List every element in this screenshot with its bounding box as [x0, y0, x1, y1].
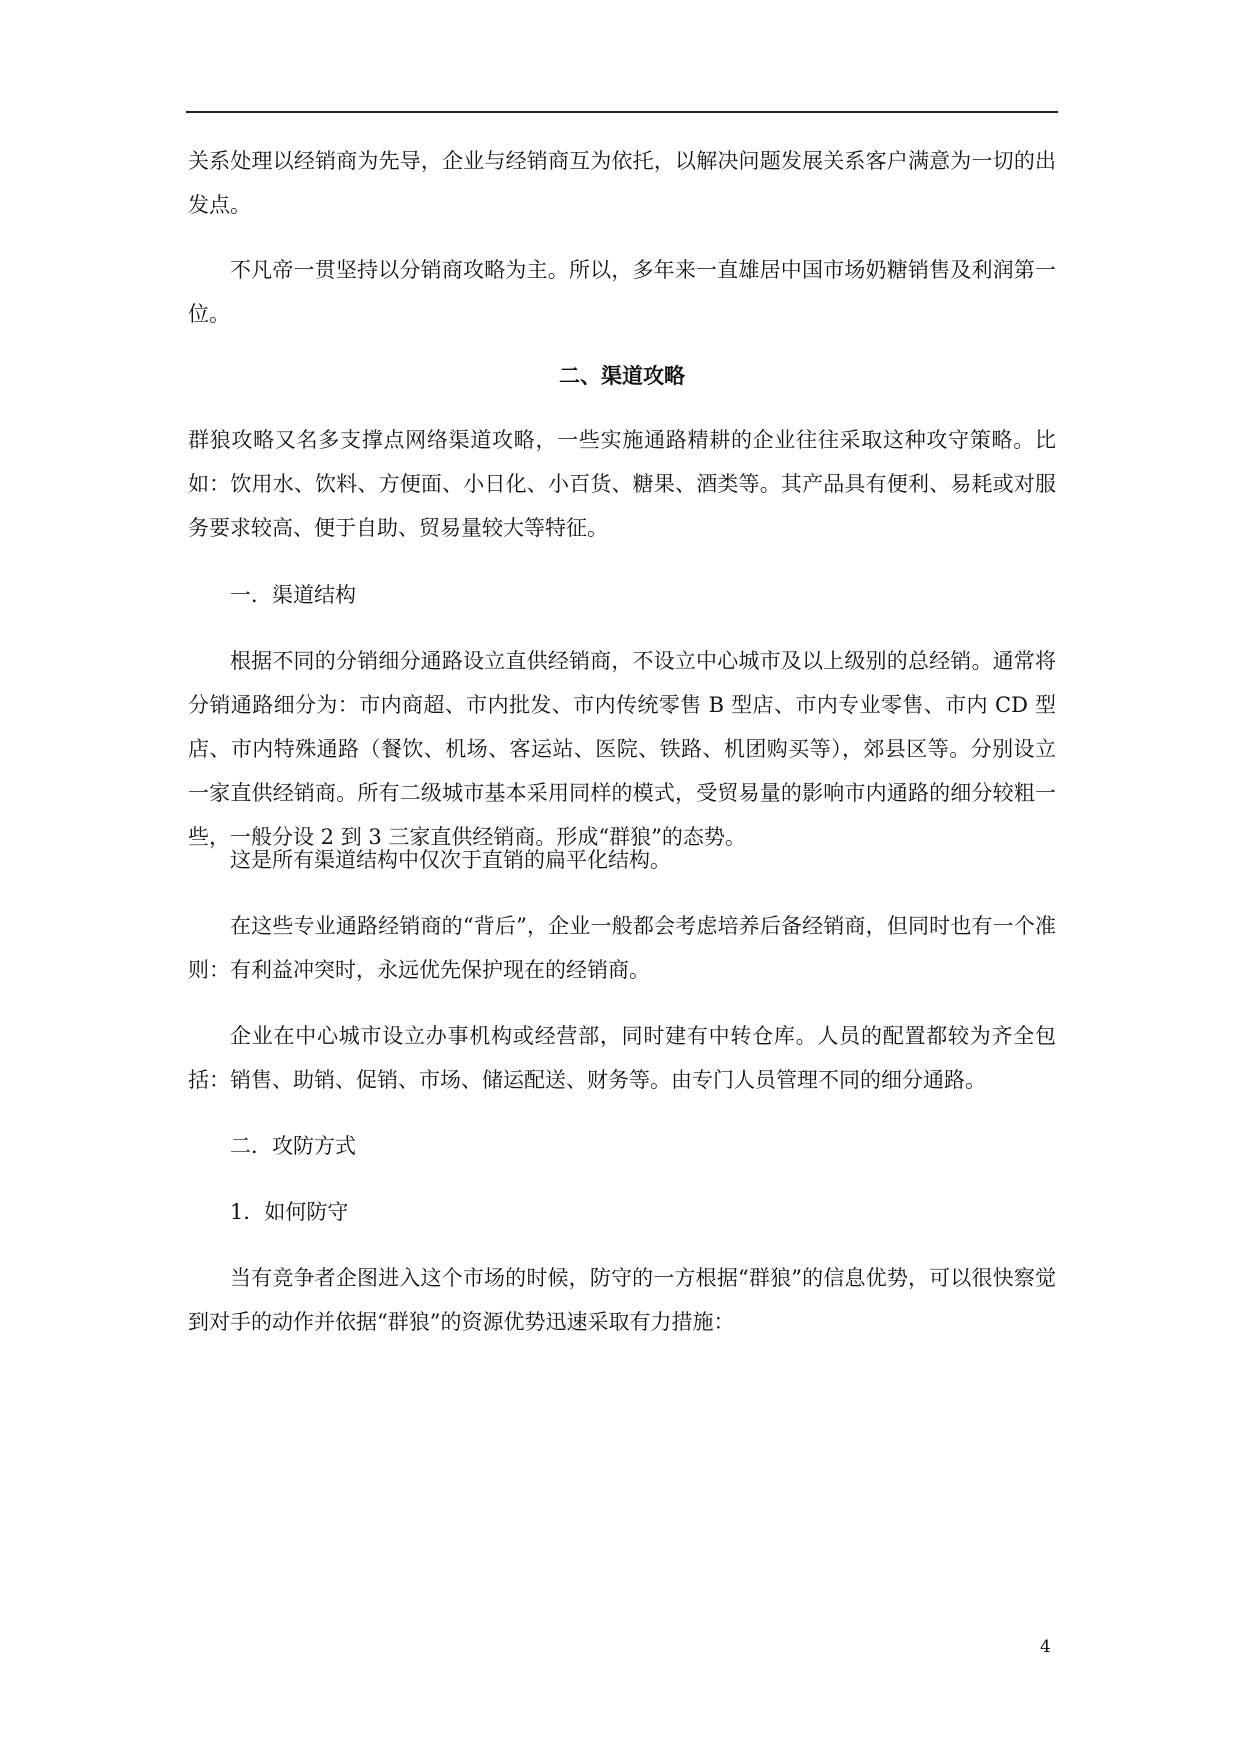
page-number: 4 [1040, 1637, 1051, 1657]
paragraph-6: 在这些专业通路经销商的“背后”，企业一般都会考虑培养后备经销商，但同时也有一个准则：有利益冲突时，永远优先保护现在的经销商。 [188, 914, 1056, 982]
subheading-how-to-defend: 1．如何防守 [230, 1200, 349, 1224]
paragraph-2: 不凡帝一贯坚持以分销商攻略为主。所以，多年来一直雄居中国市场奶糖销售及利润第一位。 [188, 258, 1056, 326]
paragraph-3: 群狼攻略又名多支撑点网络渠道攻略，一些实施通路精耕的企业往往采取这种攻守策略。比如：饮用水、饮料、方便面、小日化、小百货、糖果、酒类等。其产品具有便利、易耗或对服务要求较高、便于自助、贸易量较大等特征。 [188, 428, 1056, 540]
section-heading: 二、渠道攻略 [559, 363, 685, 388]
subheading-attack-defense: 二．攻防方式 [230, 1134, 356, 1158]
paragraph-8: 当有竞争者企图进入这个市场的时候，防守的一方根据“群狼”的信息优势，可以很快察觉到对手的动作并依据“群狼”的资源优势迅速采取有力措施： [188, 1266, 1056, 1334]
paragraph-1: 关系处理以经销商为先导，企业与经销商互为依托，以解决问题发展关系客户满意为一切的出发点。 [188, 149, 1056, 217]
subheading-channel-structure: 一．渠道结构 [230, 583, 356, 607]
header-rule [186, 111, 1058, 113]
paragraph-5: 这是所有渠道结构中仅次于直销的扁平化结构。 [230, 848, 671, 872]
paragraph-7: 企业在中心城市设立办事机构或经营部，同时建有中转仓库。人员的配置都较为齐全包括：销售、助销、促销、市场、储运配送、财务等。由专门人员管理不同的细分通路。 [188, 1024, 1056, 1092]
paragraph-4: 根据不同的分销细分通路设立直供经销商，不设立中心城市及以上级别的总经销。通常将分销通路细分为：市内商超、市内批发、市内传统零售 B 型店、市内专业零售、市内 CD 型店、市内特殊通路（餐饮、机场、客运站、医院、铁路、机团购买等），郊县区等。分别设立一家直供经销商。所有二级城市基本采用同样的模式，受贸易量的影响市内通路的细分较粗一些，一般分设 2 到 3 三家直供经销商。形成“群狼”的态势。 [188, 649, 1056, 849]
